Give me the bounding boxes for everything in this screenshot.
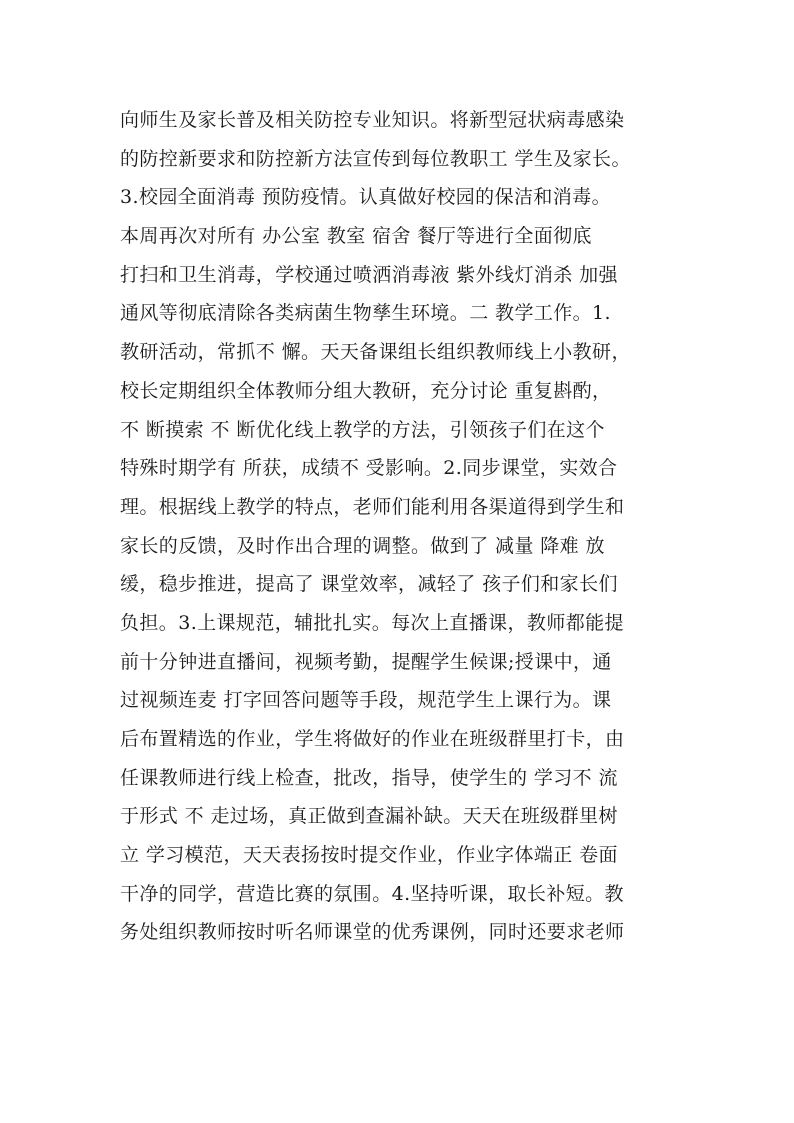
text-line: 教研活动，常抓不 懈。天天备课组长组织教师线上小教研，	[120, 341, 631, 364]
text-line: 家长的反馈，及时作出合理的调整。做到了 减量 降难 放	[120, 534, 605, 557]
text-line: 打扫和卫生消毒，学校通过喷洒消毒液 紫外线灯消杀 加强	[120, 263, 618, 286]
text-line: 干净的同学，营造比赛的氛围。4.坚持听课，取长补短。教	[120, 882, 624, 905]
text-line: 后布置精选的作业，学生将做好的作业在班级群里打卡，由	[120, 728, 625, 750]
text-line: 的防控新要求和防控新方法宣传到每位教职工 学生及家长。	[120, 147, 631, 170]
text-line: 负担。3.上课规范，辅批扎实。每次上直播课，教师都能提	[120, 611, 624, 634]
text-line: 特殊时期学有 所获，成绩不 受影响。2.同步课堂，实效合	[120, 457, 618, 480]
text-line: 任课教师进行线上检查，批改，指导，使学生的 学习不 流	[120, 766, 618, 789]
text-line: 前十分钟进直播间，视频考勤，提醒学生候课;授课中，通	[120, 650, 612, 673]
text-line: 理。根据线上教学的特点，老师们能利用各渠道得到学生和	[120, 495, 625, 518]
body-text	[120, 101, 690, 952]
text-line: 通风等彻底清除各类病菌生物孳生环境。二 教学工作。1.	[120, 302, 611, 325]
text-line: 于形式 不 走过场，真正做到查漏补缺。天天在班级群里树	[120, 805, 618, 828]
text-line: 校长定期组织全体教师分组大教研，充分讨论 重复斟酌，	[120, 379, 612, 402]
text-line: 过视频连麦 打字回答问题等手段，规范学生上课行为。课	[120, 689, 612, 712]
text-line: 不 断摸索 不 断优化线上教学的方法，引领孩子们在这个	[120, 418, 605, 441]
text-line: 本周再次对所有 办公室 教室 宿舍 餐厅等进行全面彻底	[120, 225, 592, 248]
text-line: 务处组织教师按时听名师课堂的优秀课例，同时还要求老师	[120, 921, 625, 944]
text-line: 缓，稳步推进，提高了 课堂效率，减轻了 孩子们和家长们	[120, 573, 618, 596]
text-line: 立 学习模范，天天表扬按时提交作业，作业字体端正 卷面	[120, 844, 618, 867]
text-line: 3.校园全面消毒 预防疫情。认真做好校园的保洁和消毒。	[120, 186, 611, 209]
text-line: 向师生及家长普及相关防控专业知识。将新型冠状病毒感染	[120, 109, 625, 131]
